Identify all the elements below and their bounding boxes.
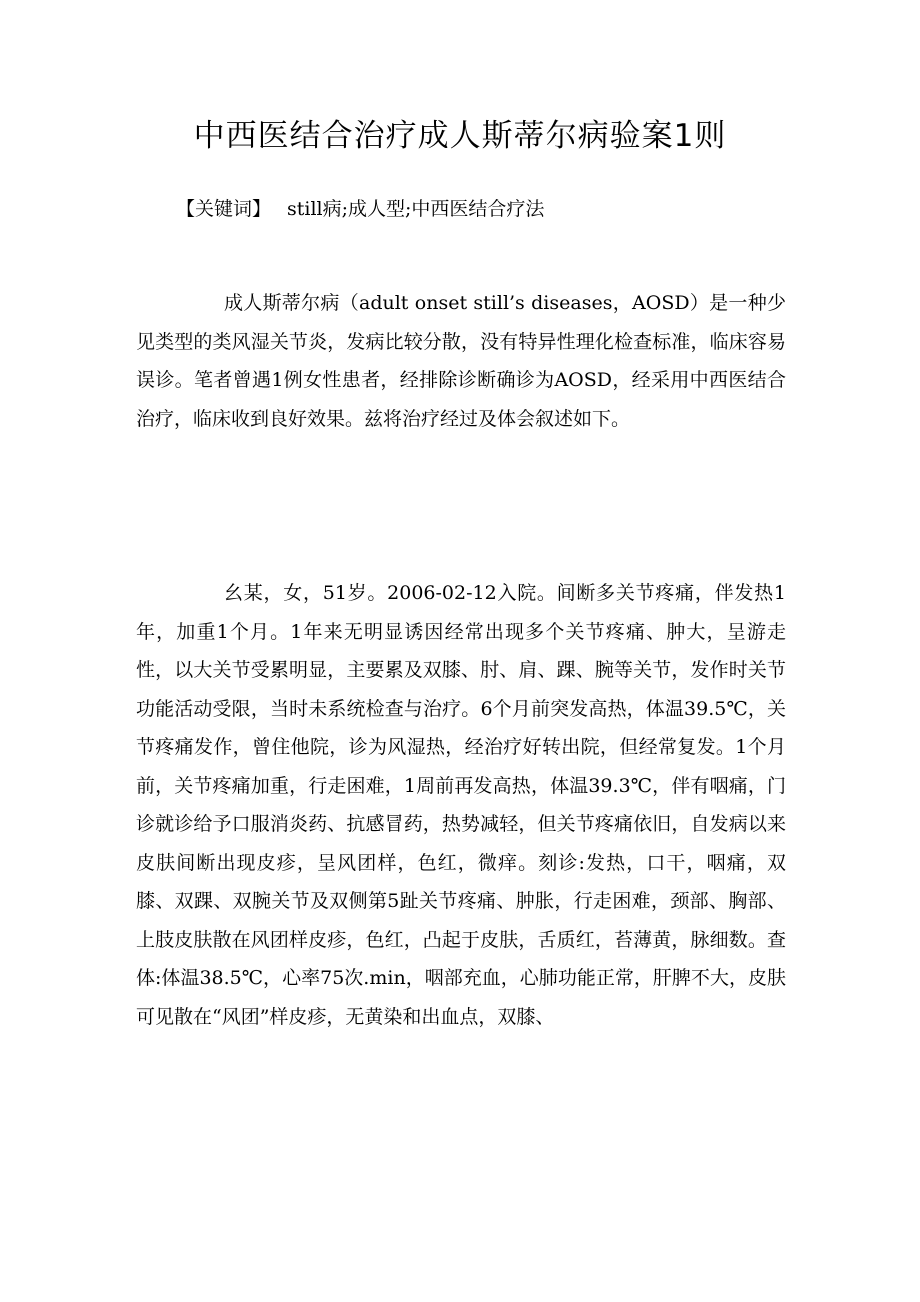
keywords-label: 【关键词】	[176, 198, 272, 220]
keywords-text: still病;成人型;中西医结合疗法	[287, 198, 545, 220]
document-title: 中西医结合治疗成人斯蒂尔病验案1则	[193, 118, 727, 154]
keywords-line	[176, 192, 544, 226]
paragraph-intro: 成人斯蒂尔病（adult onset still’s diseases，AOSD）是一种少见类型的类风湿关节炎，发病比较分散，没有特异性理化检查标准，临床容易误诊。笔者曾遇1例女性患者，经排除诊断确诊为AOSD，经采用中西医结合治疗，临床收到良好效果。兹将治疗经过及体会叙述如下。	[136, 292, 786, 430]
paragraph-case: 幺某，女，51岁。2006-02-12入院。间断多关节疼痛，伴发热1年，加重1个月。1年来无明显诱因经常出现多个关节疼痛、肿大，呈游走性，以大关节受累明显，主要累及双膝、肘、肩、踝、腕等关节，发作时关节功能活动受限，当时未系统检查与治疗。6个月前突发高热，体温39.5℃，关节疼痛发作，曾住他院，诊为风湿热，经治疗好转出院，但经常复发。1个月前，关节疼痛加重，行走困难，1周前再发高热，体温39.3℃，伴有咽痛，门诊就诊给予口服消炎药、抗感冒药，热势减轻，但关节疼痛依旧，自发病以来皮肤间断出现皮疹，呈风团样，色红，微痒。刻诊:发热，口干，咽痛，双膝、双踝、双腕关节及双侧第5趾关节疼痛、肿胀，行走困难，颈部、胸部、上肢皮肤散在风团样皮疹，色红，凸起于皮肤，舌质红，苔薄黄，脉细数。查体:体温38.5℃，心率75次.min，咽部充血，心肺功能正常，肝脾不大，皮肤可见散在“风团”样皮疹，无黄染和出血点，双膝、	[136, 582, 786, 1028]
